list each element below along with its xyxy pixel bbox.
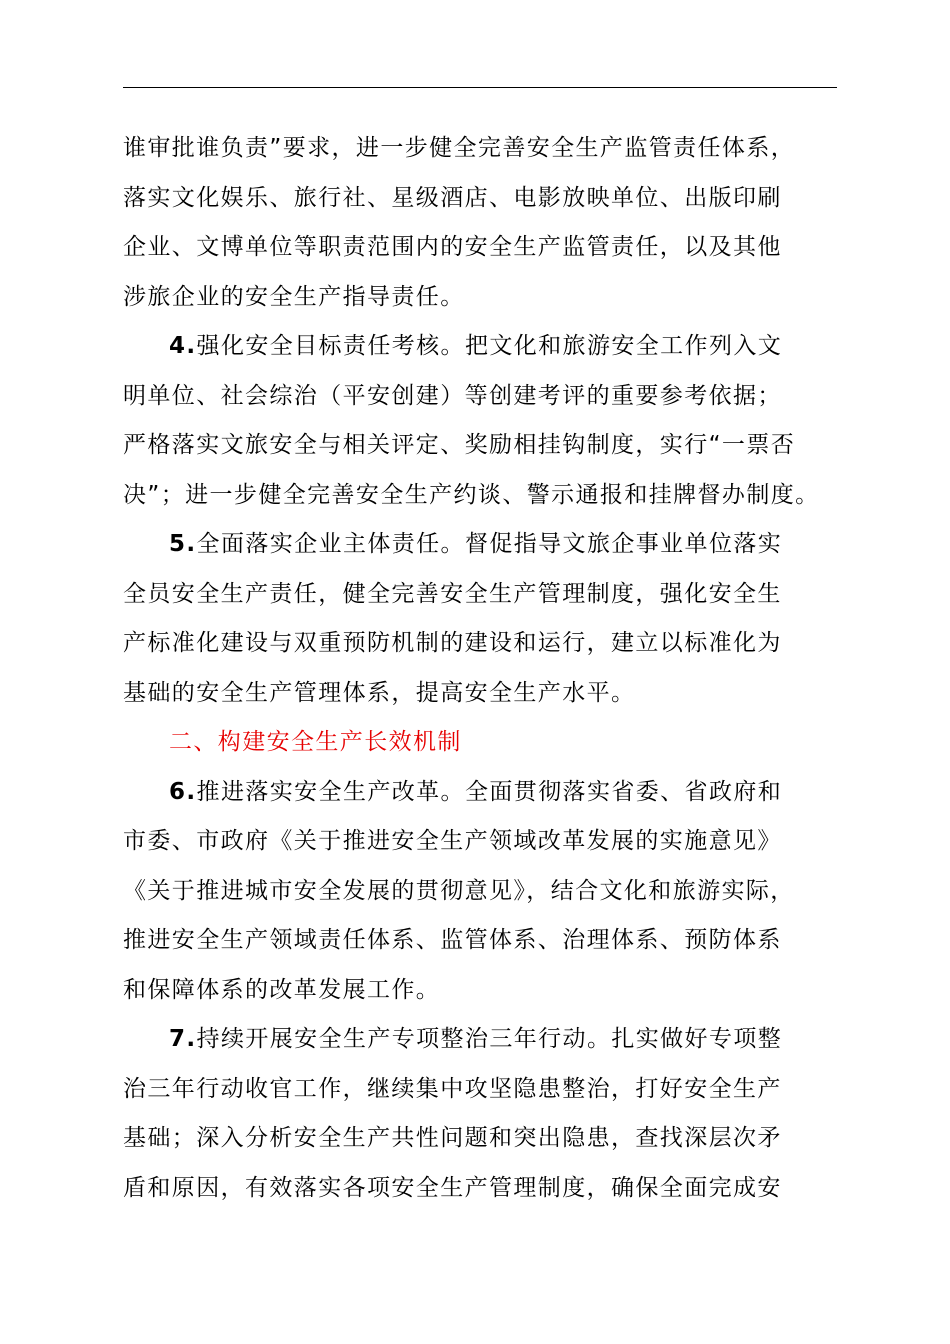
- line-text: 盾和原因，有效落实各项安全生产管理制度，确保全面完成安: [123, 1174, 782, 1201]
- paragraph-start-5: [123, 520, 837, 570]
- body-line: [123, 471, 837, 521]
- document-body: [123, 124, 837, 1213]
- line-text: 基础；深入分析安全生产共性问题和突出隐患，查找深层次矛: [123, 1125, 782, 1151]
- item-number: 7.: [169, 1026, 197, 1052]
- line-text: 明单位、社会综治（平安创建）等创建考评的重要参考依据；: [123, 382, 782, 409]
- item-number: 4.: [169, 333, 197, 359]
- line-text: 严格落实文旅安全与相关评定、奖励相挂钩制度，实行“一票否: [123, 432, 796, 458]
- section-heading: [123, 718, 837, 768]
- line-text: 涉旅企业的安全生产指导责任。: [123, 283, 465, 310]
- line-text: 谁审批谁负责”要求，进一步健全完善安全生产监管责任体系，: [123, 135, 796, 161]
- item-number: 6.: [169, 778, 197, 805]
- body-line: [123, 421, 837, 471]
- line-text: 强化安全目标责任考核。把文化和旅游安全工作列入文: [196, 333, 783, 359]
- line-text: 全面落实企业主体责任。督促指导文旅企事业单位落实: [196, 531, 783, 557]
- body-line: [123, 273, 837, 323]
- line-text: 决”；进一步健全完善安全生产约谈、警示通报和挂牌督办制度。: [123, 481, 820, 508]
- line-text: 落实文化娱乐、旅行社、星级酒店、电影放映单位、出版印刷: [123, 184, 782, 211]
- body-line: [123, 817, 837, 867]
- body-line: [123, 867, 837, 917]
- line-text: 《关于推进城市安全发展的贯彻意见》，结合文化和旅游实际，: [123, 877, 795, 904]
- paragraph-start-4: [123, 322, 837, 372]
- paragraph-start-7: [123, 1015, 837, 1065]
- line-text: 全员安全生产责任，健全完善安全生产管理制度，强化安全生: [123, 580, 782, 607]
- line-text: 持续开展安全生产专项整治三年行动。扎实做好专项整: [196, 1026, 783, 1052]
- item-number: 5.: [169, 531, 197, 557]
- line-text: 和保障体系的改革发展工作。: [123, 976, 441, 1003]
- body-line: [123, 1114, 837, 1164]
- body-line: [123, 1065, 837, 1115]
- line-text: 推进安全生产领域责任体系、监管体系、治理体系、预防体系: [123, 927, 782, 953]
- line-text: 企业、文博单位等职责范围内的安全生产监管责任，以及其他: [123, 234, 782, 260]
- body-line: [123, 916, 837, 966]
- line-text: 推进落实安全生产改革。全面贯彻落实省委、省政府和: [196, 778, 783, 805]
- body-line: [123, 966, 837, 1016]
- body-line: [123, 223, 837, 273]
- body-line: [123, 372, 837, 422]
- line-text: 产标准化建设与双重预防机制的建设和运行，建立以标准化为: [123, 630, 782, 656]
- paragraph-start-6: [123, 768, 837, 818]
- body-line: [123, 619, 837, 669]
- body-line: [123, 570, 837, 620]
- line-text: 市委、市政府《关于推进安全生产领域改革发展的实施意见》: [123, 828, 782, 854]
- heading-text: 二、构建安全生产长效机制: [169, 729, 462, 755]
- body-line: [123, 174, 837, 224]
- header-rule: [123, 87, 837, 88]
- body-line: [123, 124, 837, 174]
- line-text: 基础的安全生产管理体系，提高安全生产水平。: [123, 679, 636, 706]
- body-line: [123, 1164, 837, 1214]
- line-text: 治三年行动收官工作，继续集中攻坚隐患整治，打好安全生产: [123, 1075, 782, 1102]
- body-line: [123, 669, 837, 719]
